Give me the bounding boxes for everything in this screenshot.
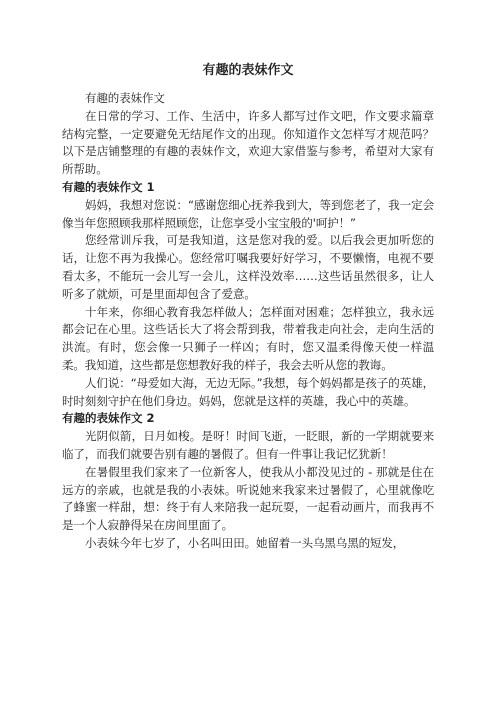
section-heading: 有趣的表妹作文 1 bbox=[62, 179, 155, 194]
paragraph: 您经常训斥我，可是我知道，这是您对我的爱。以后我会更加听您的话，让您不再为我操心。您经常叮嘱我要好好学习，不要懒惰，电视不要看太多，不能玩一会儿写一会儿，这样没效率……这些话虽然很多，让人听多了就烦，可是里面却包含了爱意。 bbox=[62, 233, 434, 301]
paragraph: 人们说：“母爱如大海，无边无际。”我想，每个妈妈都是孩子的英雄，时时刻刻守护在他们身边。妈妈，您就是这样的英雄，我心中的英雄。 bbox=[62, 375, 434, 408]
paragraph: 光阴似箭，日月如梭。是呀！时间飞逝，一眨眼，新的一学期就要来临了，而我们就要告别有趣的暑假了。但有一件事让我记忆犹新！ bbox=[62, 429, 434, 461]
paragraph: 妈妈，我想对您说：“感谢您细心抚养我到大，等到您老了，我一定会像当年您照顾我那样照顾您，让您享受小宝宝般的'呵护！” bbox=[62, 197, 434, 230]
intro-paragraph: 在日常的学习、工作、生活中，许多人都写过作文吧，作文要求篇章结构完整，一定要避免无结尾作文的出现。你知道作文怎样写才规范吗？以下是店铺整理的有趣的表妹作文，欢迎大家借鉴与参考，希望对大家有所帮助。 bbox=[62, 108, 434, 177]
paragraph: 小表妹今年七岁了，小名叫田田。她留着一头乌黑乌黑的短发， bbox=[85, 535, 405, 550]
section-2 bbox=[62, 410, 434, 552]
intro-subtitle: 有趣的表妹作文 bbox=[85, 91, 165, 105]
section-heading: 有趣的表妹作文 2 bbox=[62, 411, 155, 426]
paragraph: 在暑假里我们家来了一位新客人，使我从小都没见过的 - 那就是住在远方的亲戚，也就是我的小表妹。听说她来我家来过暑假了，心里就像吃了蜂蜜一样甜，想：终于有人来陪我一起玩耍，一起看动画片，而我再不是一个人寂静得呆在房间里面了。 bbox=[62, 464, 434, 533]
section-1 bbox=[62, 179, 434, 410]
document-title: 有趣的表妹作文 bbox=[202, 63, 294, 78]
paragraph: 十年来，你细心教育我怎样做人；怎样面对困难；怎样独立，我永远都会记在心里。这些话长大了将会帮到我，带着我走向社会，走向生活的洪流。有时，您会像一只狮子一样凶；有时，您又温柔得像天使一样温柔。我知道，这些都是您想教好我的样子，我会去听从您的教诲。 bbox=[62, 304, 434, 372]
